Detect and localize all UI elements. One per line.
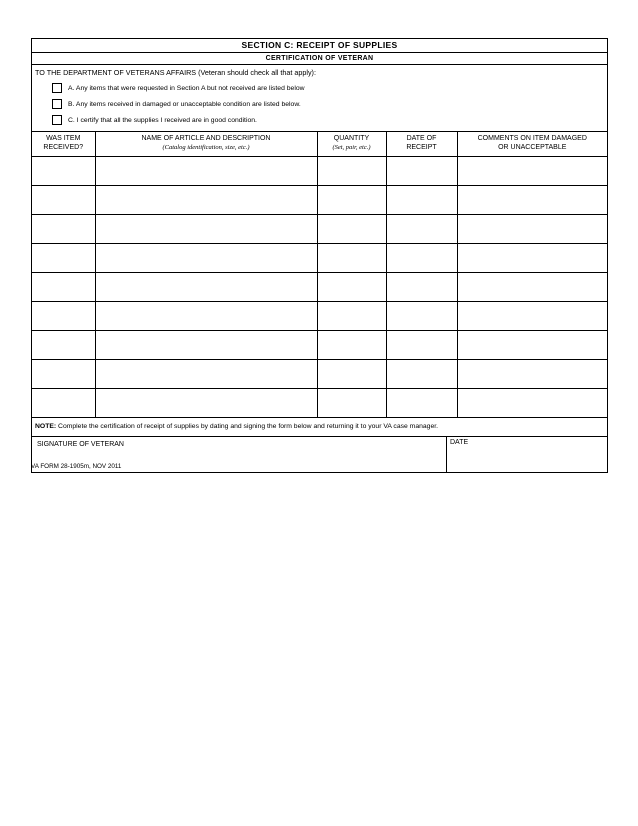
- quantity-cell[interactable]: [317, 273, 386, 302]
- quantity-cell[interactable]: [317, 360, 386, 389]
- table-row: [32, 157, 607, 186]
- received-cell[interactable]: [32, 273, 95, 302]
- quantity-cell[interactable]: [317, 186, 386, 215]
- comments-cell[interactable]: [457, 389, 607, 418]
- article-cell[interactable]: [95, 331, 317, 360]
- option-b: [52, 99, 301, 109]
- items-header-row: [32, 132, 607, 157]
- comments-cell[interactable]: [457, 215, 607, 244]
- comments-cell[interactable]: [457, 186, 607, 215]
- quantity-cell[interactable]: [317, 157, 386, 186]
- comments-cell[interactable]: [457, 331, 607, 360]
- receipt-of-supplies-form: [31, 38, 608, 473]
- received-cell[interactable]: [32, 302, 95, 331]
- date-label: DATE: [450, 439, 469, 446]
- col-name-of-article: NAME OF ARTICLE AND DESCRIPTION (Catalog identification, size, etc.): [95, 132, 317, 157]
- quantity-cell[interactable]: [317, 244, 386, 273]
- option-b-checkbox[interactable]: [52, 99, 62, 109]
- note-text: Complete the certification of receipt of supplies by dating and signing the form below and returning it to your VA case manager.: [56, 423, 439, 430]
- received-cell[interactable]: [32, 186, 95, 215]
- signature-label: SIGNATURE OF VETERAN: [37, 441, 124, 448]
- table-row: [32, 273, 607, 302]
- option-a: [52, 83, 305, 93]
- option-c: [52, 115, 257, 125]
- table-row: [32, 389, 607, 418]
- received-cell[interactable]: [32, 157, 95, 186]
- col-comments: COMMENTS ON ITEM DAMAGED OR UNACCEPTABLE: [457, 132, 607, 157]
- article-cell[interactable]: [95, 273, 317, 302]
- quantity-cell[interactable]: [317, 302, 386, 331]
- comments-cell[interactable]: [457, 302, 607, 331]
- date-cell[interactable]: [386, 360, 457, 389]
- article-cell[interactable]: [95, 244, 317, 273]
- article-cell[interactable]: [95, 157, 317, 186]
- received-cell[interactable]: [32, 331, 95, 360]
- received-cell[interactable]: [32, 244, 95, 273]
- certification-intro: TO THE DEPARTMENT OF VETERANS AFFAIRS (Veteran should check all that apply):: [35, 68, 316, 77]
- col-quantity: QUANTITY (Set, pair, etc.): [317, 132, 386, 157]
- note-label: NOTE:: [35, 423, 57, 430]
- received-cell[interactable]: [32, 360, 95, 389]
- comments-cell[interactable]: [457, 157, 607, 186]
- date-cell[interactable]: [386, 302, 457, 331]
- article-cell[interactable]: [95, 302, 317, 331]
- article-cell[interactable]: [95, 360, 317, 389]
- col-was-item-received: WAS ITEM RECEIVED?: [32, 132, 95, 157]
- article-cell[interactable]: [95, 389, 317, 418]
- col-date-of-receipt: DATE OF RECEIPT: [386, 132, 457, 157]
- option-a-label: A. Any items that were requested in Section A but not received are listed below: [68, 84, 305, 92]
- article-cell[interactable]: [95, 186, 317, 215]
- section-title: SECTION C: RECEIPT OF SUPPLIES: [32, 39, 607, 53]
- date-cell[interactable]: [386, 157, 457, 186]
- table-row: [32, 360, 607, 389]
- received-cell[interactable]: [32, 215, 95, 244]
- section-subtitle: CERTIFICATION OF VETERAN: [32, 53, 607, 65]
- option-a-checkbox[interactable]: [52, 83, 62, 93]
- note: [32, 418, 607, 437]
- date-cell[interactable]: [386, 331, 457, 360]
- certification-block: [32, 65, 607, 132]
- quantity-cell[interactable]: [317, 331, 386, 360]
- article-cell[interactable]: [95, 215, 317, 244]
- items-table: [32, 132, 607, 418]
- date-cell[interactable]: [386, 389, 457, 418]
- quantity-cell[interactable]: [317, 389, 386, 418]
- comments-cell[interactable]: [457, 360, 607, 389]
- date-cell[interactable]: [386, 215, 457, 244]
- date-cell[interactable]: [386, 186, 457, 215]
- comments-cell[interactable]: [457, 273, 607, 302]
- table-row: [32, 244, 607, 273]
- received-cell[interactable]: [32, 389, 95, 418]
- table-row: [32, 302, 607, 331]
- table-row: [32, 186, 607, 215]
- comments-cell[interactable]: [457, 244, 607, 273]
- date-field[interactable]: [447, 437, 607, 472]
- form-number: VA FORM 28-1905m, NOV 2011: [31, 463, 122, 470]
- date-cell[interactable]: [386, 244, 457, 273]
- table-row: [32, 331, 607, 360]
- option-c-checkbox[interactable]: [52, 115, 62, 125]
- option-c-label: C. I certify that all the supplies I received are in good condition.: [68, 116, 257, 124]
- table-row: [32, 215, 607, 244]
- option-b-label: B. Any items received in damaged or unacceptable condition are listed below.: [68, 100, 301, 108]
- quantity-cell[interactable]: [317, 215, 386, 244]
- date-cell[interactable]: [386, 273, 457, 302]
